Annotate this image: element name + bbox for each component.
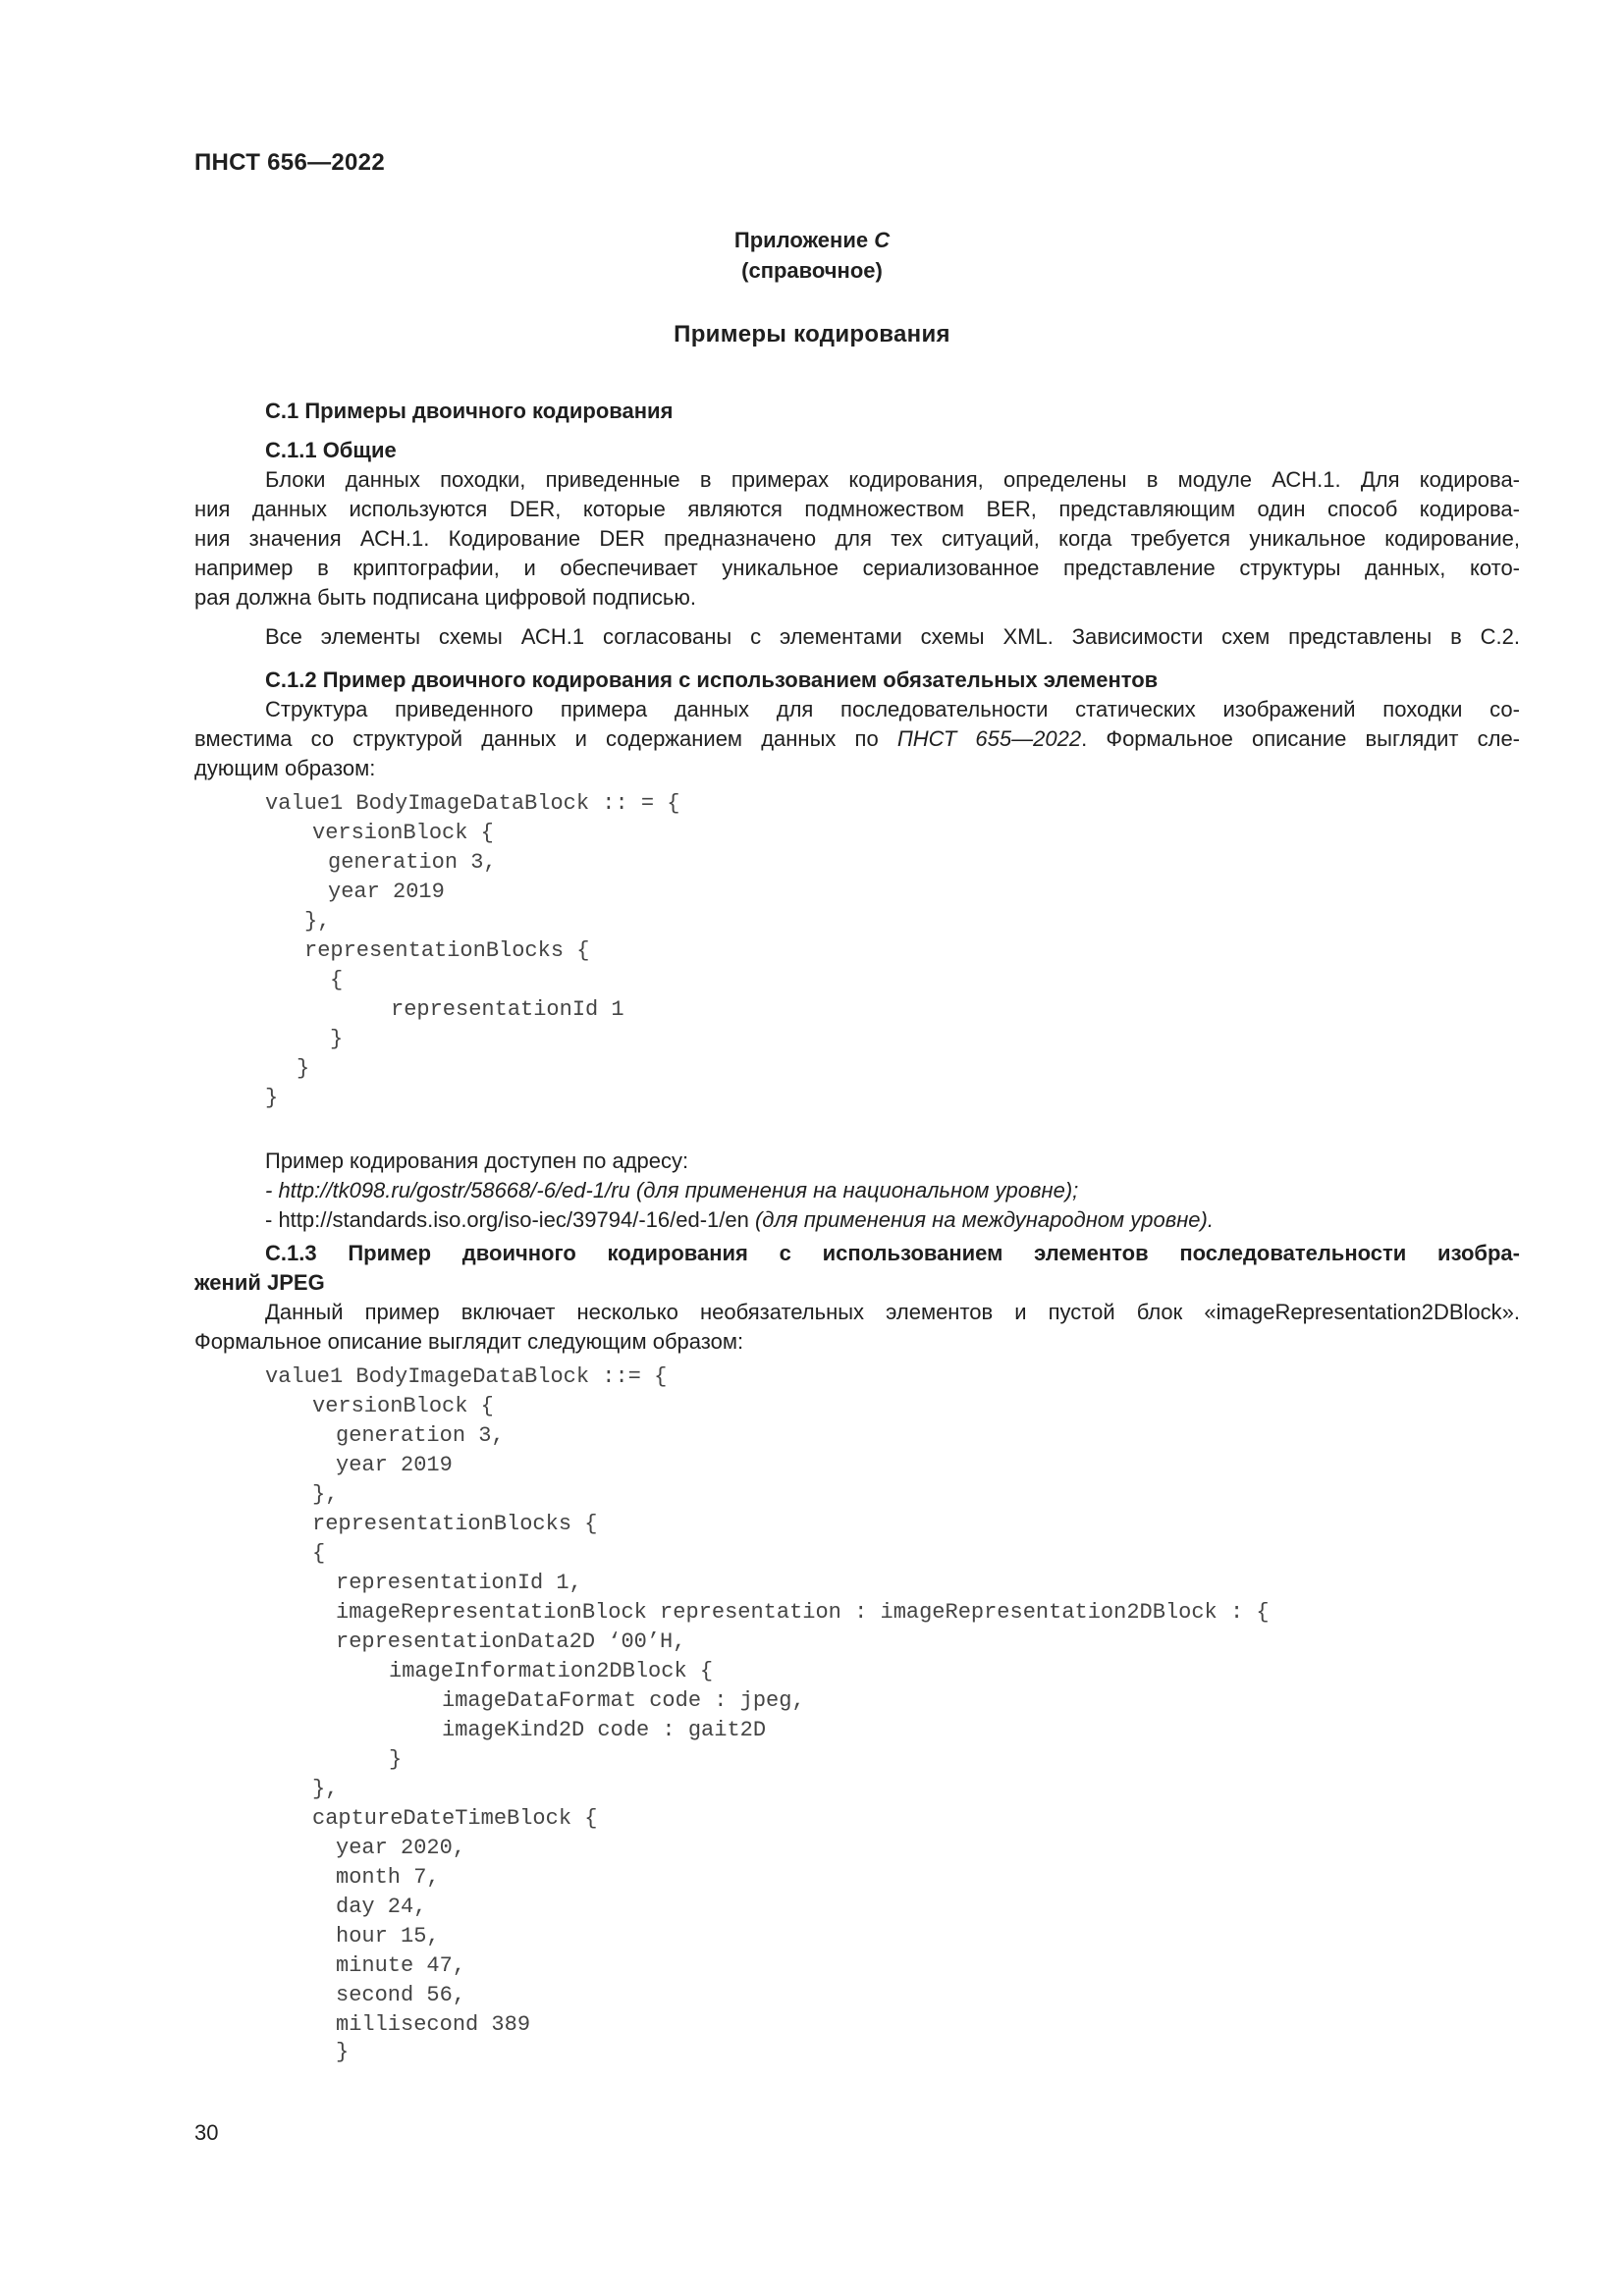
- code-line: generation 3,: [328, 850, 497, 875]
- page-title: Примеры кодирования: [674, 321, 950, 347]
- text-line: например в криптографии, и обеспечивает уникальное сериализованное представление структуры данных, кото-: [194, 556, 1520, 580]
- code-line: {: [312, 1541, 326, 1566]
- code-line: {: [330, 968, 344, 992]
- code-line: year 2020,: [336, 1836, 466, 1860]
- code-line: year 2019: [336, 1453, 453, 1477]
- text-line: ния значения АСН.1. Кодирование DER предназначено для тех ситуаций, когда требуется уникальное кодирование,: [194, 526, 1520, 551]
- code-line: hour 15,: [336, 1924, 440, 1949]
- text-line: дующим образом:: [194, 756, 376, 780]
- availability-note: Пример кодирования доступен по адресу:: [265, 1148, 689, 1173]
- code-line: versionBlock {: [312, 821, 494, 845]
- code-line: day 24,: [336, 1895, 427, 1919]
- code-line: millisecond 389: [336, 2012, 531, 2037]
- code-line: }: [330, 1027, 344, 1051]
- text-line: Формальное описание выглядит следующим образом:: [194, 1329, 744, 1354]
- heading-c12: С.1.2 Пример двоичного кодирования с использованием обязательных элементов: [265, 667, 1159, 692]
- code-line: representationId 1: [391, 997, 624, 1022]
- text-line: рая должна быть подписана цифровой подписью.: [194, 585, 696, 610]
- link-national[interactable]: - http://tk098.ru/gostr/58668/-6/ed-1/ru (для применения на национальном уровне);: [265, 1178, 1079, 1202]
- text-line: ния данных используются DER, которые являются подмножеством BER, представляющим один способ кодирова-: [194, 497, 1520, 521]
- code-line: year 2019: [328, 880, 445, 904]
- appendix-title: [0, 228, 1624, 253]
- code-line: value1 BodyImageDataBlock ::= {: [265, 1364, 668, 1389]
- code-line: }: [336, 2040, 350, 2064]
- code-line: generation 3,: [336, 1423, 505, 1448]
- code-line: }: [389, 1747, 403, 1772]
- text-fragment: вместима со структурой данных и содержанием данных по: [194, 726, 897, 751]
- link-url[interactable]: - http://standards.iso.org/iso-iec/39794/-16/ed-1/en: [265, 1207, 749, 1232]
- code-line: second 56,: [336, 1983, 466, 2007]
- code-line: },: [312, 1777, 339, 1801]
- link-note: (для применения на международном уровне).: [748, 1207, 1214, 1232]
- paragraph-c11-1: [194, 465, 1520, 613]
- code-line: }: [265, 1086, 279, 1110]
- page-number: 30: [194, 2120, 219, 2145]
- text-fragment: . Формальное описание выглядит сле-: [1081, 726, 1521, 751]
- code-line: value1 BodyImageDataBlock :: = {: [265, 791, 680, 816]
- appendix-kind: (справочное): [741, 258, 883, 283]
- code-line: representationId 1,: [336, 1571, 582, 1595]
- heading-line: С.1.3 Пример двоичного кодирования с использованием элементов последовательности изобра-: [265, 1241, 1520, 1265]
- text-line: Блоки данных походки, приведенные в примерах кодирования, определены в модуле АСН.1. Для кодирова-: [265, 467, 1520, 492]
- code-line: minute 47,: [336, 1953, 466, 1978]
- text-line: [194, 724, 1520, 754]
- heading-line: жений JPEG: [194, 1270, 325, 1295]
- code-line: imageRepresentationBlock representation : imageRepresentation2DBlock : {: [336, 1600, 1270, 1625]
- code-line: }: [297, 1056, 310, 1081]
- code-line: representationBlocks {: [304, 938, 590, 963]
- code-line: imageKind2D code : gait2D: [442, 1718, 767, 1742]
- paragraph-c11-2: [194, 622, 1520, 652]
- code-line: imageInformation2DBlock {: [389, 1659, 714, 1683]
- heading-c13: [194, 1239, 1520, 1298]
- code-line: versionBlock {: [312, 1394, 494, 1418]
- text-line: Данный пример включает несколько необязательных элементов и пустой блок «imageRepresentation2DBlock».: [265, 1300, 1520, 1324]
- code-line: month 7,: [336, 1865, 440, 1890]
- code-line: representationData2D ‘00’H,: [336, 1629, 686, 1654]
- heading-c1: С.1 Примеры двоичного кодирования: [265, 399, 674, 423]
- standard-designation: ПНСТ 656—2022: [194, 149, 385, 176]
- link-international: [265, 1205, 1214, 1235]
- heading-c11: С.1.1 Общие: [265, 438, 397, 462]
- code-line: imageDataFormat code : jpeg,: [442, 1688, 805, 1713]
- code-line: },: [312, 1482, 339, 1507]
- paragraph-c13: [194, 1298, 1520, 1357]
- text-line: Структура приведенного примера данных для последовательности статических изображений походки со-: [265, 697, 1520, 721]
- text-line: Все элементы схемы АСН.1 согласованы с элементами схемы XML. Зависимости схем представлены в С.2.: [265, 624, 1520, 649]
- appendix-letter: С: [874, 228, 891, 252]
- code-line: captureDateTimeBlock {: [312, 1806, 598, 1831]
- paragraph-c12: [194, 695, 1520, 783]
- code-line: representationBlocks {: [312, 1512, 598, 1536]
- code-line: },: [304, 909, 331, 934]
- appendix-prefix: Приложение: [733, 228, 869, 252]
- standard-reference: ПНСТ 655—2022: [896, 726, 1082, 751]
